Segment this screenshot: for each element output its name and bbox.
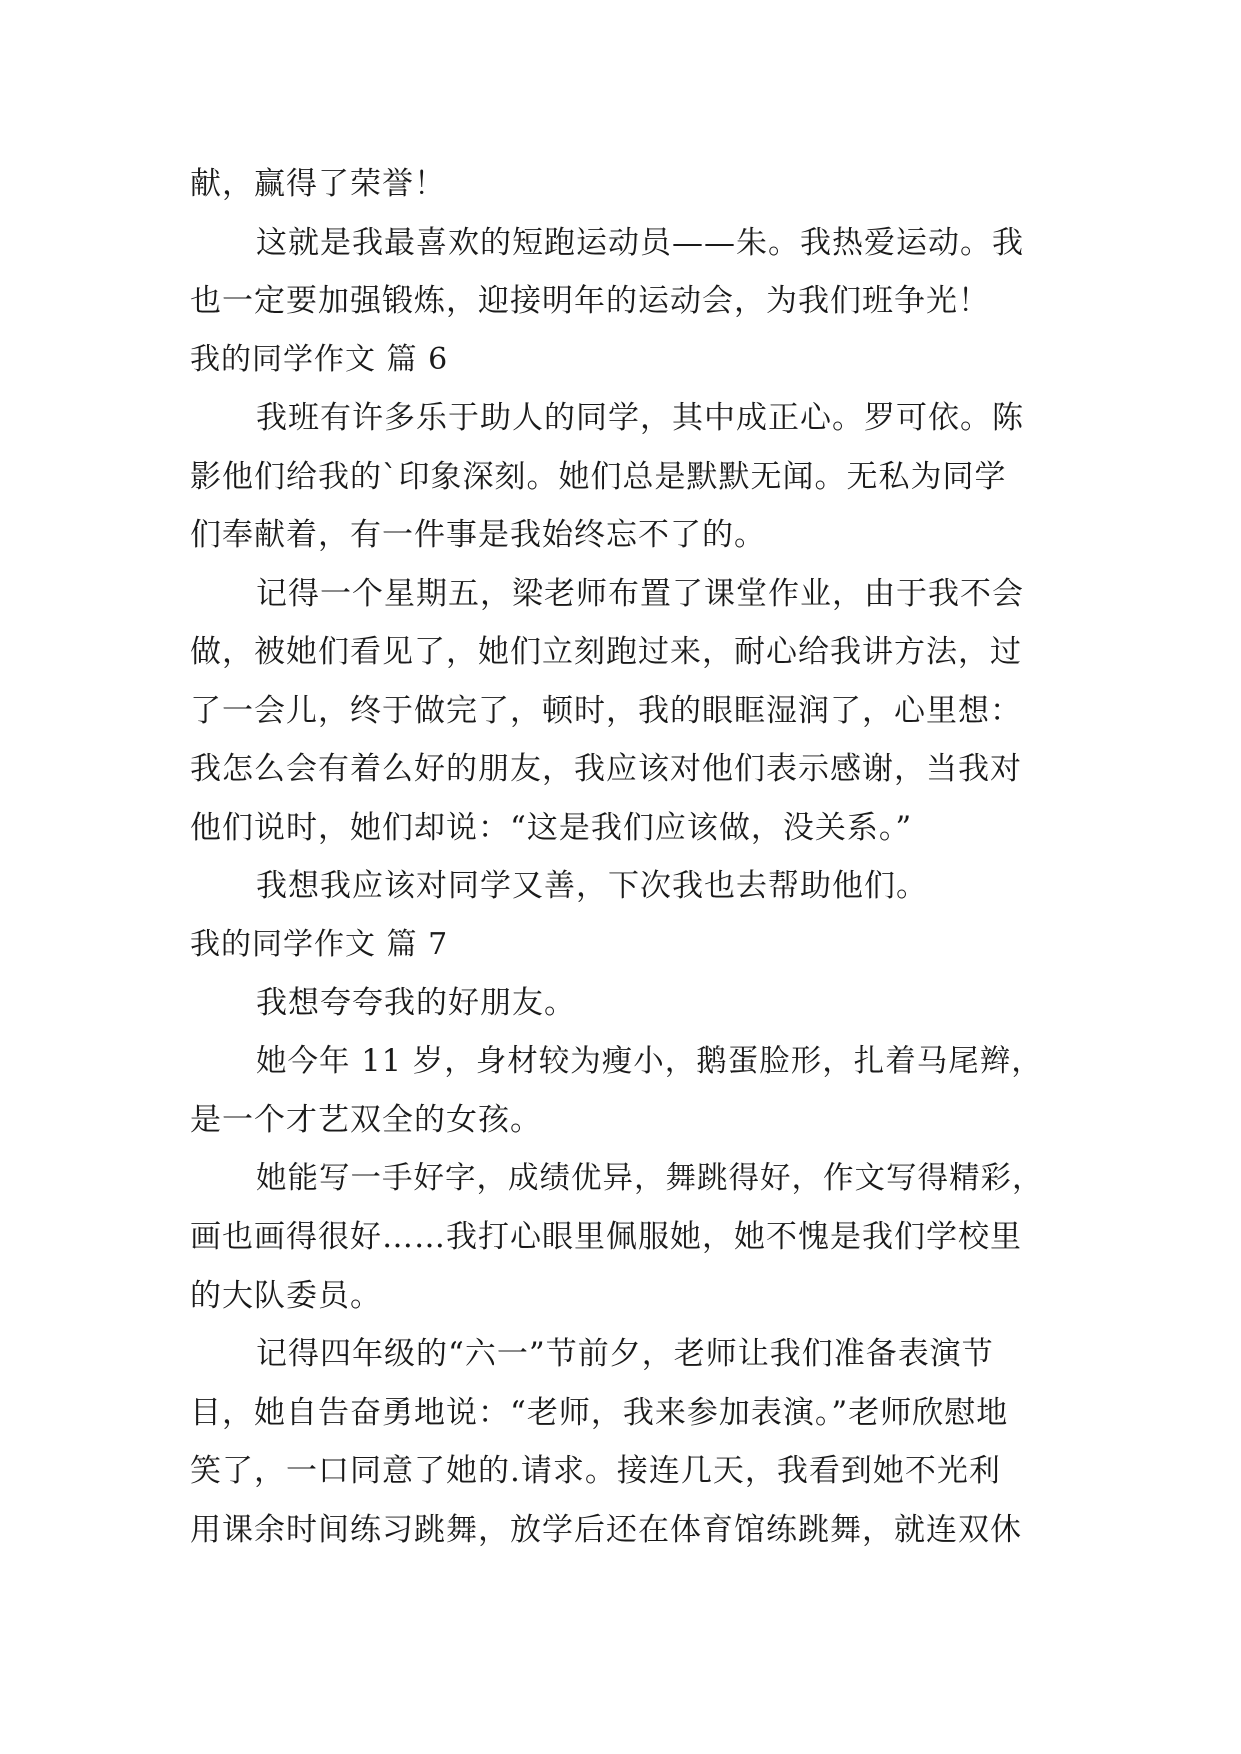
- text-line: 献，赢得了荣誉！: [190, 166, 446, 202]
- section-heading: 我的同学作文 篇 6: [190, 341, 449, 377]
- paragraph-first-line: 记得一个星期五，梁老师布置了课堂作业，由于我不会: [256, 575, 1024, 612]
- text-line: 影他们给我的`印象深刻。她们总是默默无闻。无私为同学: [190, 458, 1007, 495]
- paragraph-first-line: 她能写一手好字，成绩优异，舞跳得好，作文写得精彩，: [256, 1160, 1044, 1196]
- paragraph-first-line: 记得四年级的“六一”节前夕，老师让我们准备表演节: [256, 1336, 994, 1372]
- text-line: 的大队委员。: [190, 1277, 382, 1314]
- text-line: 我怎么会有着么好的朋友，我应该对他们表示感谢，当我对: [190, 751, 1022, 787]
- text-line: 们奉献着，有一件事是我始终忘不了的。: [190, 517, 766, 553]
- text-line: 画也画得很好……我打心眼里佩服她，她不愧是我们学校里: [190, 1219, 1022, 1255]
- paragraph-first-line: 她今年 11 岁，身材较为瘦小，鹅蛋脸形，扎着马尾辫，: [256, 1043, 1043, 1079]
- text-line: 用课余时间练习跳舞，放学后还在体育馆练跳舞，就连双休: [190, 1511, 1022, 1548]
- text-line: 也一定要加强锻炼，迎接明年的运动会，为我们班争光！: [190, 283, 990, 319]
- paragraph-first-line: 我想夸夸我的好朋友。: [256, 985, 576, 1021]
- paragraph-first-line: 我班有许多乐于助人的同学，其中成正心。罗可依。陈: [256, 400, 1024, 436]
- document-body: [190, 155, 1050, 1559]
- text-line: 了一会儿，终于做完了，顿时，我的眼眶湿润了，心里想：: [190, 692, 1022, 729]
- text-line: 笑了，一口同意了她的.请求。接连几天，我看到她不光利: [190, 1453, 1001, 1489]
- text-line: 他们说时，她们却说：“这是我们应该做，没关系。”: [190, 809, 913, 846]
- paragraph-first-line: 我想我应该对同学又善，下次我也去帮助他们。: [256, 868, 928, 904]
- text-line: 是一个才艺双全的女孩。: [190, 1102, 542, 1138]
- paragraph-first-line: 这就是我最喜欢的短跑运动员——朱。我热爱运动。我: [256, 224, 1024, 261]
- text-line: 目，她自告奋勇地说：“老师，我来参加表演。”老师欣慰地: [190, 1394, 1009, 1431]
- section-heading: 我的同学作文 篇 7: [190, 926, 449, 962]
- text-line: 做，被她们看见了，她们立刻跑过来，耐心给我讲方法，过: [190, 634, 1022, 670]
